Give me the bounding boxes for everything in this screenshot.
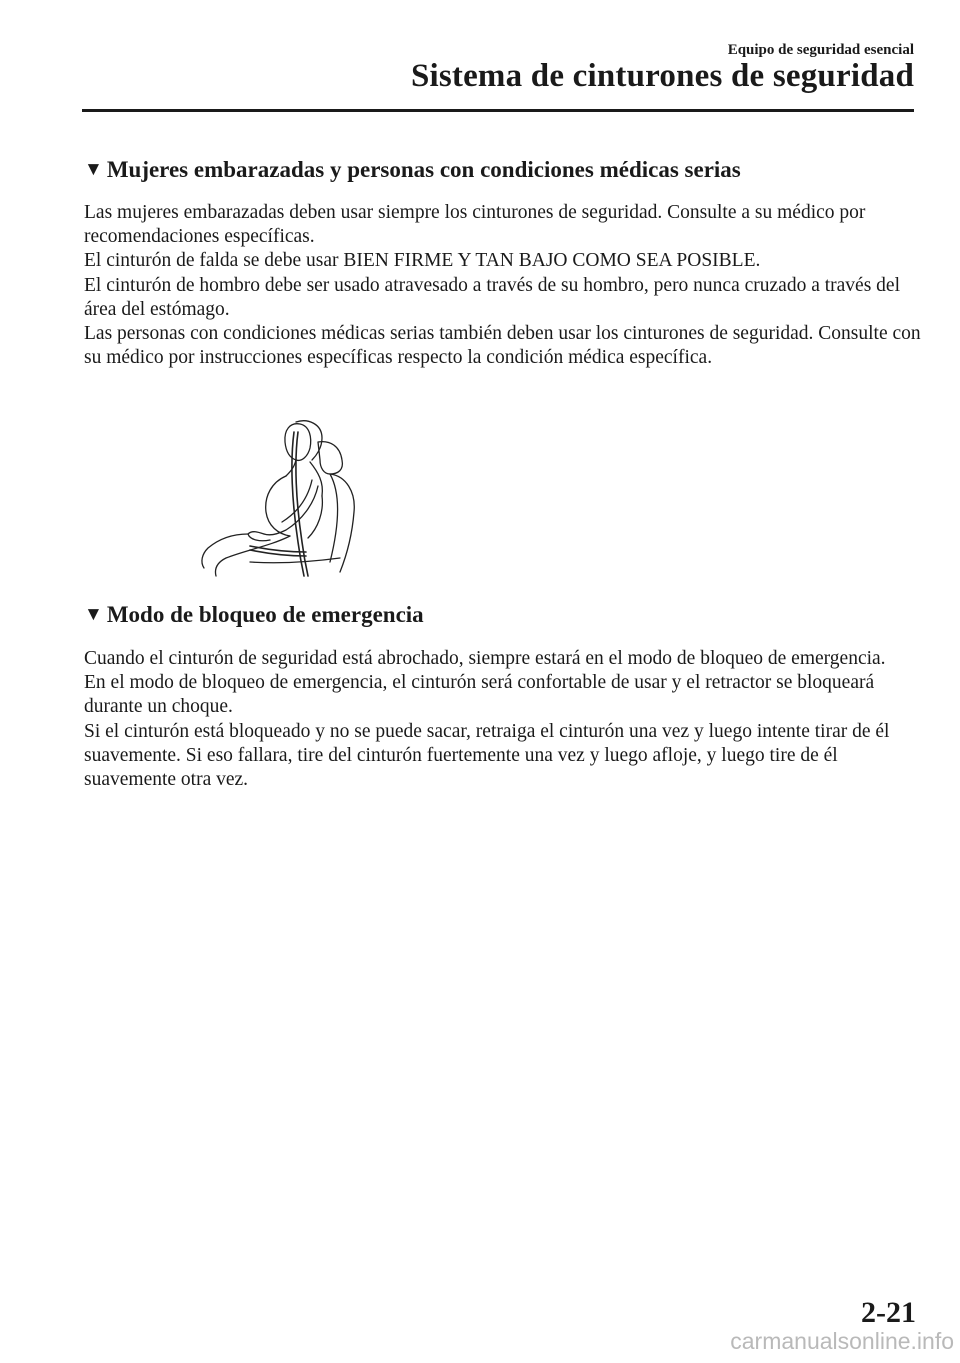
running-header-title: Sistema de cinturones de seguridad [410,58,914,94]
paragraph: Las mujeres embarazadas deben usar siempre los cinturones de seguridad. Consulte a su médico por recomendaciones específicas. [84,202,866,248]
section-heading-pregnant-women [84,157,741,183]
section-heading-text: Modo de bloqueo de emergencia [106,602,424,627]
watermark: carmanualsonline.info [730,1328,954,1354]
paragraph: Si el cinturón está bloqueado y no se puede sacar, retraiga el cinturón una vez y luego intente tirar de él suavemente. Si eso fallara, tire del cinturón fuertemente una vez y luego afloje, y luego tire de él suavemente otra vez. [84,720,890,791]
paragraph: Cuando el cinturón de seguridad está abrochado, siempre estará en el modo de bloqueo de emergencia. [84,648,886,669]
paragraph: El cinturón de falda se debe usar BIEN FIRME Y TAN BAJO COMO SEA POSIBLE. [84,250,761,272]
section-heading-emergency-lock [84,602,424,628]
page-number: 2-21 [861,1296,916,1329]
section-body-pregnant-women [84,201,924,370]
section-body-emergency-lock [84,647,924,792]
pregnant-woman-seatbelt-illustration [190,412,370,580]
paragraph: Las personas con condiciones médicas serias también deben usar los cinturones de seguridad. Consulte con su médico por instrucciones específicas respecto la condición médica específica. [84,323,921,369]
header-rule [82,109,914,112]
triangle-down-icon: ▼ [84,159,103,180]
running-header-subtitle: Equipo de seguridad esencial [727,42,914,58]
triangle-down-icon: ▼ [84,604,103,625]
paragraph: En el modo de bloqueo de emergencia, el cinturón será confortable de usar y el retractor se bloqueará durante un choque. [84,672,875,718]
paragraph: El cinturón de hombro debe ser usado atravesado a través de su hombro, pero nunca cruzado a través del área del estómago. [84,274,900,320]
section-heading-text: Mujeres embarazadas y personas con condiciones médicas serias [106,157,741,182]
